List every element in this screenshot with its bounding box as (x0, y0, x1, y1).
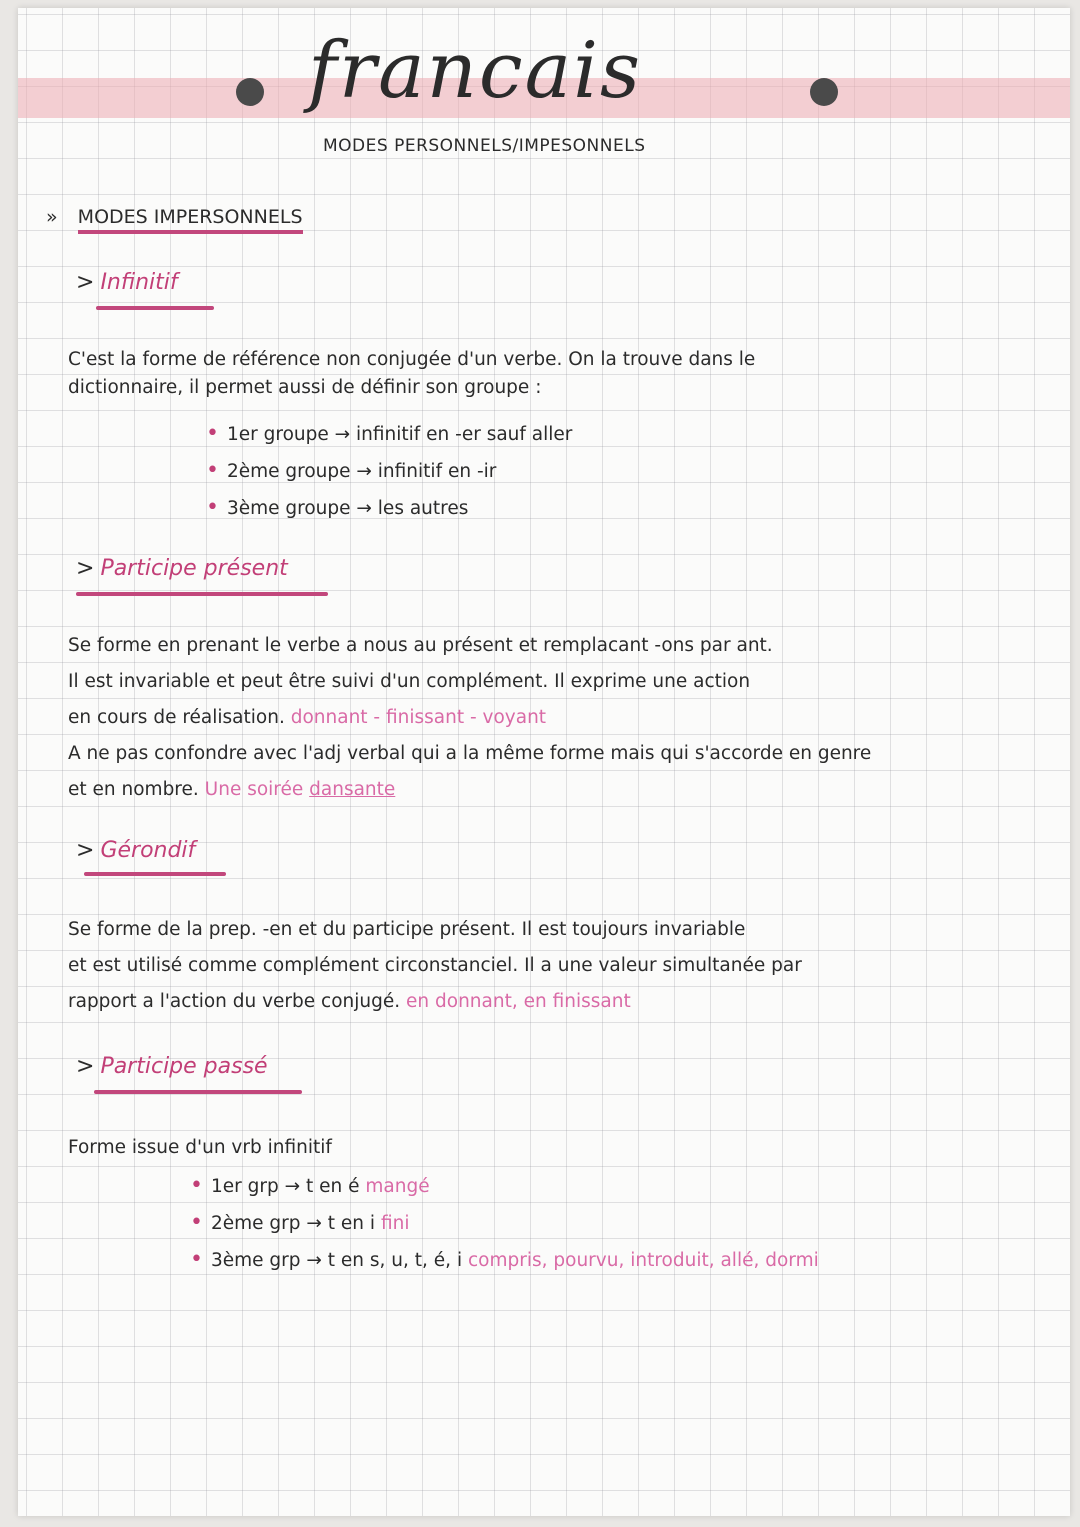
heading-underline (96, 306, 214, 310)
notebook-page (18, 8, 1070, 1516)
heading-arrow-icon: > (76, 838, 95, 863)
heading-gerondif: > Gérondif (76, 838, 196, 863)
text-line: Se forme de la prep. -en et du participe présent. Il est toujours invariable (68, 919, 746, 940)
heading-underline (84, 872, 226, 876)
infinitif-text (68, 342, 1058, 406)
list-item: • 1er grp → t en é mangé (190, 1168, 819, 1205)
heading-arrow-icon: > (76, 1054, 95, 1079)
binder-hole-right (810, 78, 838, 106)
list-item: • 2ème groupe → infinitif en -ir (206, 453, 572, 490)
heading-infinitif: > Infinitif (76, 270, 178, 295)
text-line: A ne pas confondre avec l'adj verbal qui a la même forme mais qui s'accorde en genre (68, 743, 872, 764)
participe-passe-list (190, 1168, 819, 1279)
list-item: • 2ème grp → t en i fini (190, 1205, 819, 1242)
example-word: dansante (309, 779, 396, 800)
example-text: mangé (365, 1176, 430, 1197)
example-text: donnant - finissant - voyant (290, 707, 547, 728)
text-line: C'est la forme de référence non conjugée d'un verbe. On la trouve dans le (68, 349, 756, 370)
heading-participe-present: > Participe présent (76, 556, 288, 581)
binder-hole-left (236, 78, 264, 106)
page-title: francais (308, 26, 643, 116)
example-text: compris, pourvu, introduit, allé, dormi (467, 1250, 819, 1271)
gerondif-text (68, 912, 1068, 1020)
text-line: Se forme en prenant le verbe a nous au présent et remplacant -ons par ant. (68, 635, 773, 656)
participe-present-text (68, 628, 1068, 808)
section-marker: » (46, 206, 58, 228)
text-line: dictionnaire, il permet aussi de définir son groupe : (68, 377, 542, 398)
heading-participe-passe: > Participe passé (76, 1054, 268, 1079)
heading-underline (76, 592, 328, 596)
text-line: et est utilisé comme complément circonstanciel. Il a une valeur simultanée par (68, 955, 802, 976)
participe-passe-intro: Forme issue d'un vrb infinitif (68, 1137, 332, 1158)
section-title: MODES IMPERSONNELS (78, 206, 303, 234)
example-text: Une soirée (204, 779, 304, 800)
heading-arrow-icon: > (76, 556, 95, 581)
text-line: Il est invariable et peut être suivi d'un complément. Il exprime une action (68, 671, 751, 692)
page-subtitle: MODES PERSONNELS/IMPESONNELS (323, 136, 646, 156)
example-text: en donnant, en finissant (406, 991, 631, 1012)
section-heading (46, 206, 303, 234)
list-item: • 1er groupe → infinitif en -er sauf aller (206, 416, 572, 453)
infinitif-groups-list (206, 416, 572, 527)
list-item: • 3ème groupe → les autres (206, 490, 572, 527)
text-line: et en nombre. Une soirée dansante (68, 779, 396, 800)
heading-arrow-icon: > (76, 270, 95, 295)
heading-underline (94, 1090, 302, 1094)
example-text: fini (380, 1213, 410, 1234)
list-item: • 3ème grp → t en s, u, t, é, i compris, pourvu, introduit, allé, dormi (190, 1242, 819, 1279)
text-line: en cours de réalisation. donnant - finissant - voyant (68, 707, 547, 728)
text-line: rapport a l'action du verbe conjugé. en donnant, en finissant (68, 991, 631, 1012)
